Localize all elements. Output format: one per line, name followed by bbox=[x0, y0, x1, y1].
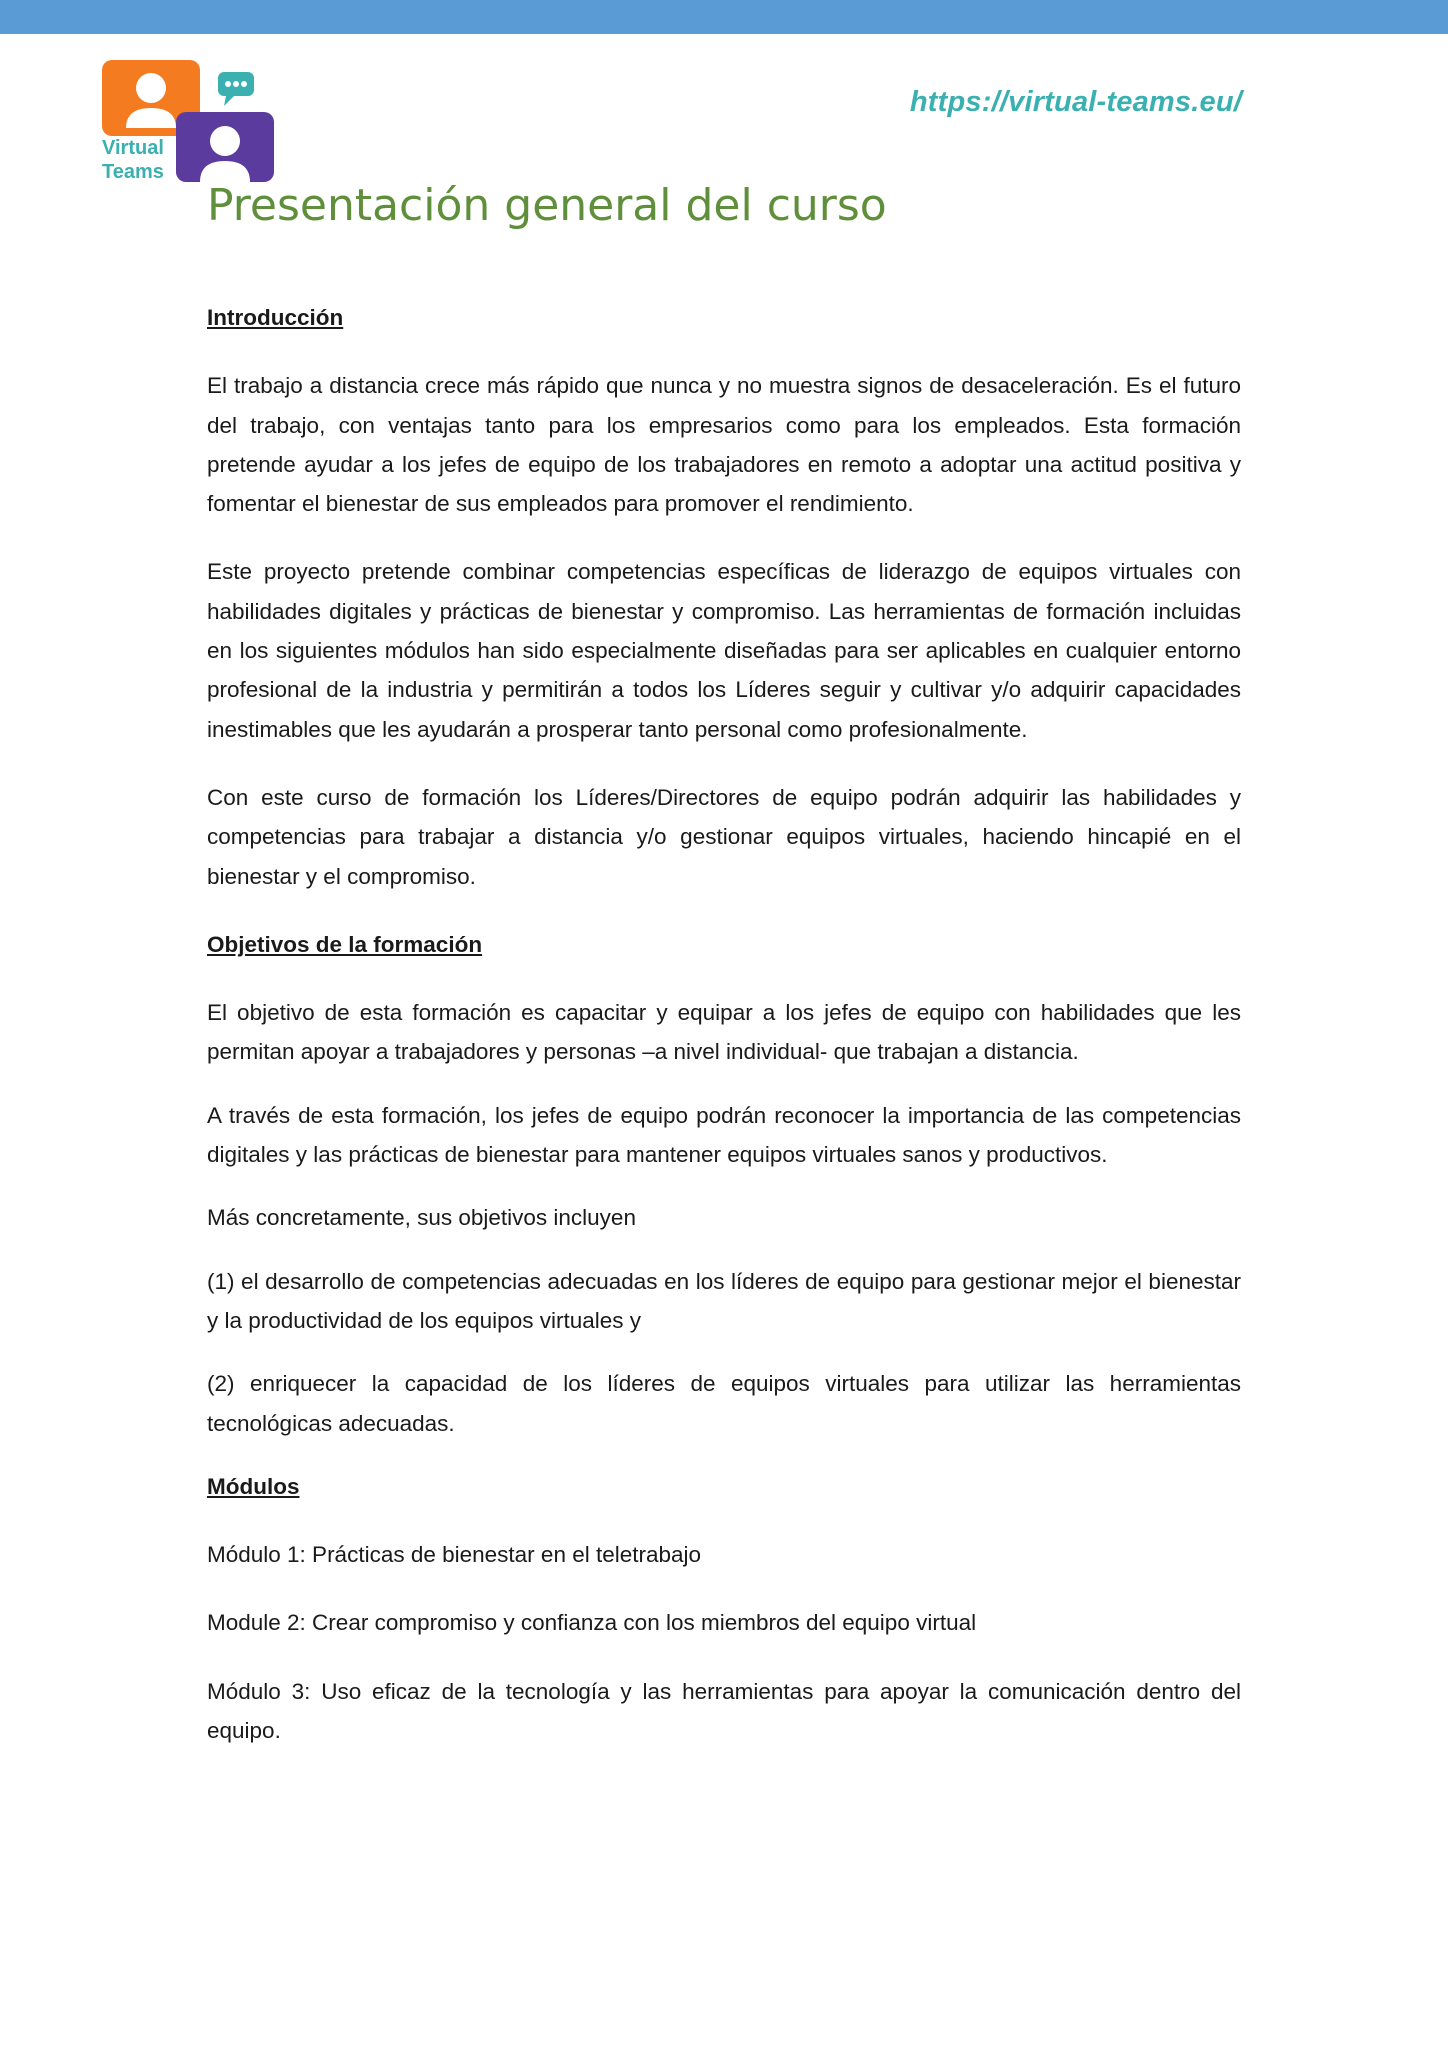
heading-modulos: Módulos bbox=[207, 1473, 300, 1499]
module-item-3: Módulo 3: Uso eficaz de la tecnología y las herramientas para apoyar la comunicación dentro del equipo. bbox=[207, 1678, 1241, 1744]
objectives-paragraph-1: El objetivo de esta formación es capacitar y equipar a los jefes de equipo con habilidades que les permitan apoyar a trabajadores y personas –a nivel individual- que trabajan a distancia. bbox=[207, 1000, 1241, 1065]
intro-paragraph-3: Con este curso de formación los Líderes/Directores de equipo podrán adquirir las habilidades y competencias para trabajar a distancia y/o gestionar equipos virtuales, haciendo hincapié en el bienestar y el compromiso. bbox=[207, 784, 1241, 889]
heading-objetivos: Objetivos de la formación bbox=[207, 931, 483, 957]
objectives-item-2: (2) enriquecer la capacidad de los líderes de equipos virtuales para utilizar las herramientas tecnológicas adecuadas. bbox=[207, 1371, 1241, 1436]
objectives-paragraph-2: A través de esta formación, los jefes de equipo podrán reconocer la importancia de las competencias digitales y las prácticas de bienestar para mantener equipos virtuales sanos y productivos. bbox=[207, 1102, 1241, 1168]
top-color-bar bbox=[0, 0, 1448, 34]
objectives-item-1: (1) el desarrollo de competencias adecuadas en los líderes de equipo para gestionar mejor el bienestar y la productividad de los equipos virtuales y bbox=[207, 1268, 1241, 1333]
header-url-link[interactable]: https://virtual-teams.eu/ bbox=[909, 86, 1242, 118]
objectives-paragraph-3: Más concretamente, sus objetivos incluyen bbox=[207, 1205, 636, 1231]
intro-paragraph-1: El trabajo a distancia crece más rápido que nunca y no muestra signos de desaceleración. Es el futuro del trabajo, con ventajas tanto para los empresarios como para los empleados. Esta formación pretende ayudar a los jefes de equipo de los trabajadores en remoto a adoptar una actitud positiva y fomentar el bienestar de sus empleados para promover el rendimiento. bbox=[207, 373, 1241, 517]
virtual-teams-logo bbox=[100, 58, 280, 184]
module-item-2: Module 2: Crear compromiso y confianza con los miembros del equipo virtual bbox=[207, 1610, 977, 1636]
module-item-1: Módulo 1: Prácticas de bienestar en el teletrabajo bbox=[207, 1542, 702, 1568]
intro-paragraph-2: Este proyecto pretende combinar competencias específicas de liderazgo de equipos virtuales con habilidades digitales y prácticas de bienestar y compromiso. Las herramientas de formación incluidas en los siguientes módulos han sido especialmente diseñadas para ser aplicables en cualquier entorno profesional de la industria y permitirán a todos los Líderes seguir y cultivar y/o adquirir capacidades inestimables que les ayudarán a prosperar tanto personal como profesionalmente. bbox=[207, 559, 1241, 742]
heading-introduccion: Introducción bbox=[207, 305, 344, 330]
page-title: Presentación general del curso bbox=[207, 180, 887, 231]
document-body bbox=[207, 298, 1241, 1779]
logo-text-virtual: Virtual bbox=[102, 137, 164, 159]
logo-graphic bbox=[100, 58, 280, 184]
logo-text-teams: Teams bbox=[102, 161, 164, 183]
